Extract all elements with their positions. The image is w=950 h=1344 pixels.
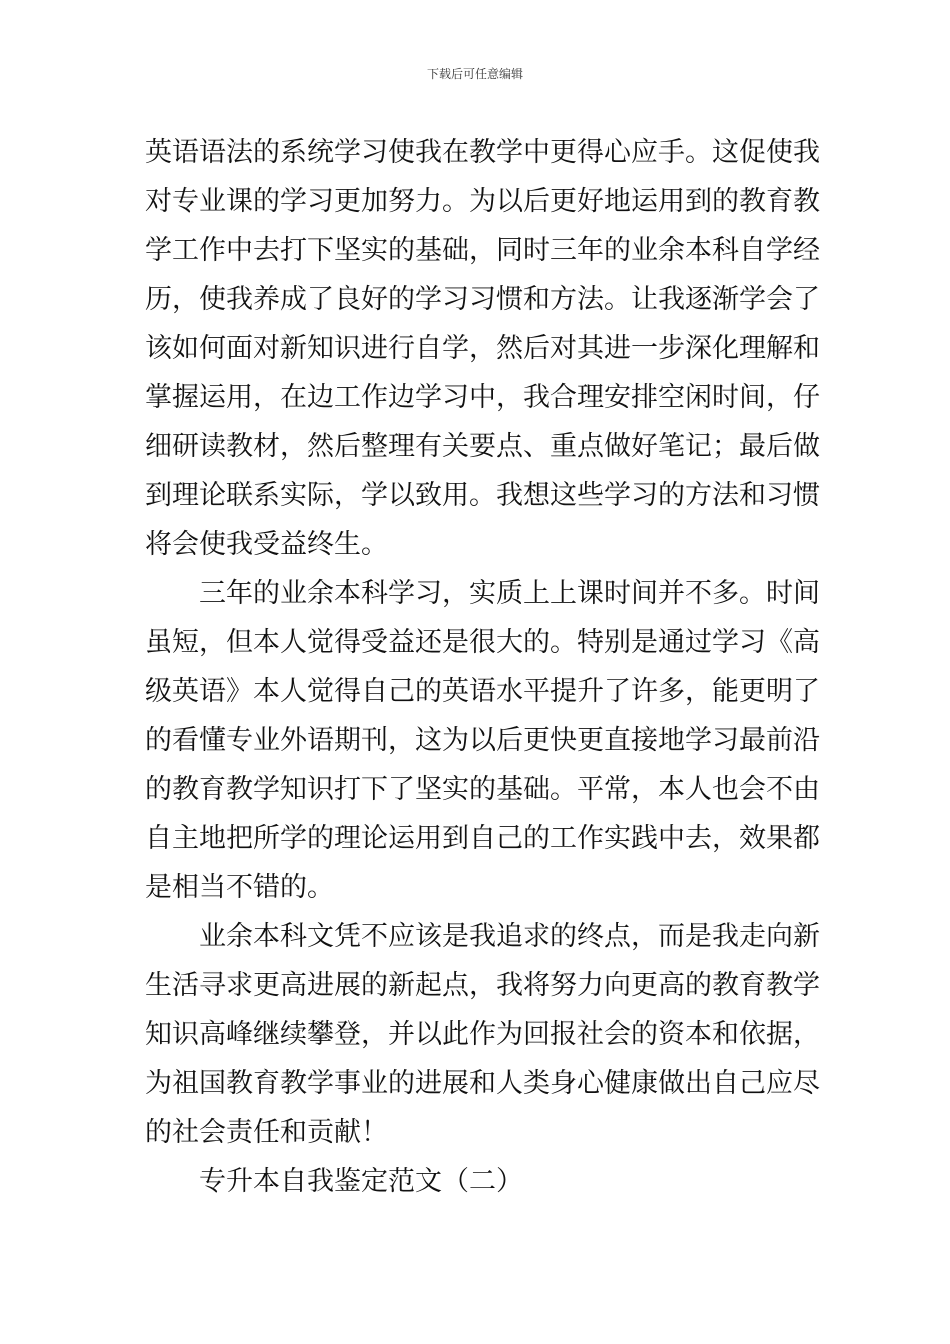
text-line: 的社会责任和贡献！ — [145, 1117, 388, 1148]
text-line: 的教育教学知识打下了坚实的基础。平常，本人也会不由 — [145, 774, 820, 805]
text-line: 对专业课的学习更加努力。为以后更好地运用到的教育教 — [145, 186, 820, 217]
text-line: 该如何面对新知识进行自学，然后对其进一步深化理解和 — [145, 333, 820, 364]
text-line: 自主地把所学的理论运用到自己的工作实践中去，效果都 — [145, 823, 820, 854]
text-line: 掌握运用，在边工作边学习中，我合理安排空闲时间，仔 — [145, 382, 820, 413]
text-line: 知识高峰继续攀登，并以此作为回报社会的资本和依据， — [145, 1019, 820, 1050]
text-line: 到理论联系实际，学以致用。我想这些学习的方法和习惯 — [145, 480, 820, 511]
paragraph-first-line: 三年的业余本科学习，实质上上课时间并不多。时间 — [199, 578, 820, 609]
text-line: 的看懂专业外语期刊，这为以后更快更直接地学习最前沿 — [145, 725, 820, 756]
text-line: 细研读教材，然后整理有关要点、重点做好笔记；最后做 — [145, 431, 820, 462]
paragraph-first-line: 业余本科文凭不应该是我追求的终点，而是我走向新 — [199, 921, 820, 952]
text-line: 英语语法的系统学习使我在教学中更得心应手。这促使我 — [145, 137, 820, 168]
text-line: 历，使我养成了良好的学习习惯和方法。让我逐渐学会了 — [145, 284, 820, 315]
section-heading: 专升本自我鉴定范文（二） — [199, 1166, 523, 1197]
document-body — [145, 128, 820, 1206]
text-line: 虽短，但本人觉得受益还是很大的。特别是通过学习《高 — [145, 627, 820, 658]
text-line: 为祖国教育教学事业的进展和人类身心健康做出自己应尽 — [145, 1068, 820, 1099]
text-line: 学工作中去打下坚实的基础，同时三年的业余本科自学经 — [145, 235, 820, 266]
text-line: 是相当不错的。 — [145, 872, 334, 903]
text-line: 级英语》本人觉得自己的英语水平提升了许多，能更明了 — [145, 676, 820, 707]
text-line: 生活寻求更高进展的新起点，我将努力向更高的教育教学 — [145, 970, 820, 1001]
page-header: 下载后可任意编辑 — [426, 67, 523, 81]
text-line: 将会使我受益终生。 — [145, 529, 388, 560]
